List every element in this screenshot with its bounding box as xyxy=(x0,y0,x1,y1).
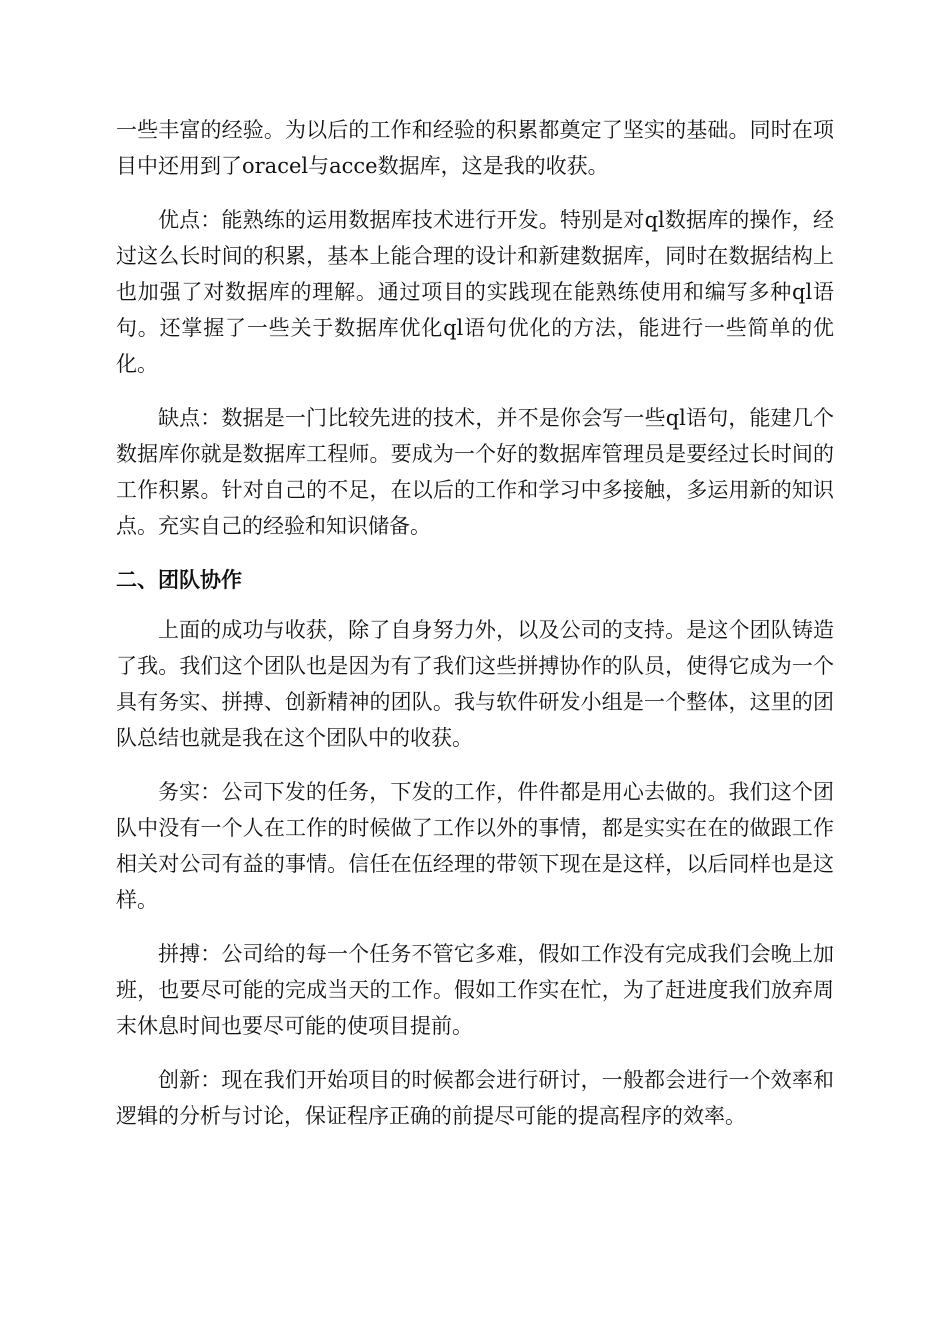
paragraph-innovation: 创新：现在我们开始项目的时候都会进行研讨，一般都会进行一个效率和逻辑的分析与讨论，保证程序正确的前提尽可能的提高程序的效率。 xyxy=(116,1068,834,1128)
paragraph-weaknesses: 缺点：数据是一门比较先进的技术，并不是你会写一些ql语句，能建几个数据库你就是数据库工程师。要成为一个好的数据库管理员是要经过长时间的工作积累。针对自己的不足，在以后的工作和学习中多接触，多运用新的知识点。充实自己的经验和知识储备。 xyxy=(116,406,834,538)
paragraph-pragmatic: 务实：公司下发的任务，下发的工作，件件都是用心去做的。我们这个团队中没有一个人在工作的时候做了工作以外的事情，都是实实在在的做跟工作相关对公司有益的事情。信任在伍经理的带领下现在是这样，以后同样也是这样。 xyxy=(116,780,834,912)
document-body xyxy=(116,112,834,1152)
section-heading-teamwork: 二、团队协作 xyxy=(116,568,242,592)
paragraph-continuation: 一些丰富的经验。为以后的工作和经验的积累都奠定了坚实的基础。同时在项目中还用到了oracel与acce数据库，这是我的收获。 xyxy=(116,118,834,178)
paragraph-strengths: 优点：能熟练的运用数据库技术进行开发。特别是对ql数据库的操作，经过这么长时间的积累，基本上能合理的设计和新建数据库，同时在数据结构上也加强了对数据库的理解。通过项目的实践现在能熟练使用和编写多种ql语句。还掌握了一些关于数据库优化ql语句优化的方法，能进行一些简单的优化。 xyxy=(116,208,834,376)
paragraph-hardwork: 拼搏：公司给的每一个任务不管它多难，假如工作没有完成我们会晚上加班，也要尽可能的完成当天的工作。假如工作实在忙，为了赶进度我们放弃周末休息时间也要尽可能的使项目提前。 xyxy=(116,942,834,1038)
paragraph-team-intro: 上面的成功与收获，除了自身努力外，以及公司的支持。是这个团队铸造了我。我们这个团队也是因为有了我们这些拼搏协作的队员，使得它成为一个具有务实、拼搏、创新精神的团队。我与软件研发小组是一个整体，这里的团队总结也就是我在这个团队中的收获。 xyxy=(116,618,834,750)
